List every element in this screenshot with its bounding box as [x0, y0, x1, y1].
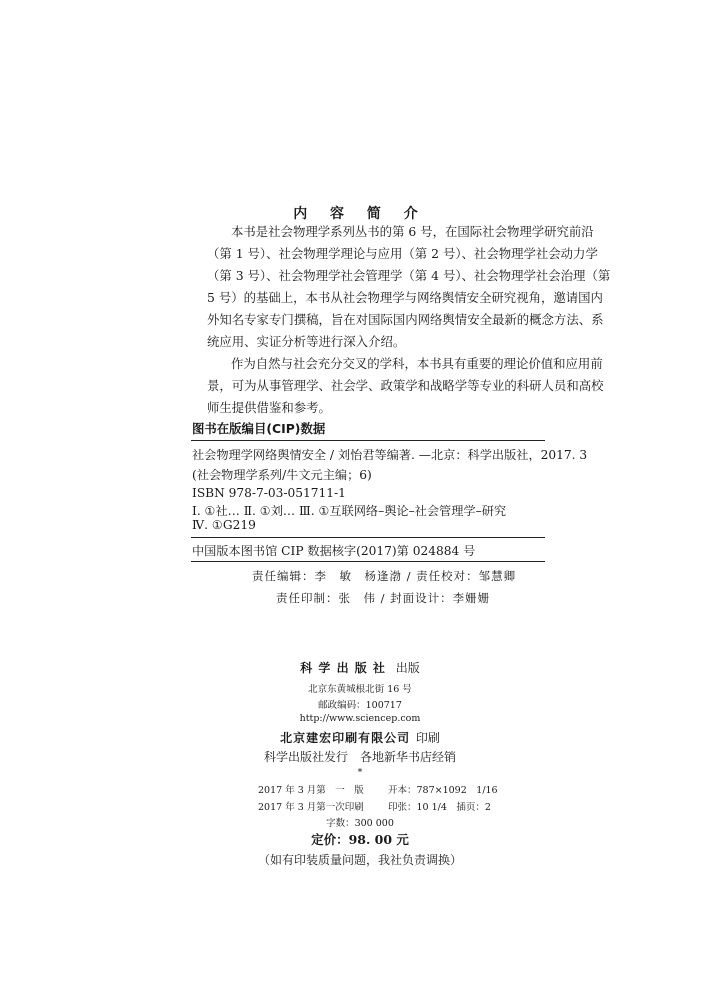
summary-paragraph-2-line: 师生提供借鉴和参考。	[207, 400, 331, 415]
publisher-line	[0, 659, 720, 676]
cip-data-number: 中国版本图书馆 CIP 数据核字(2017)第 024884 号	[192, 544, 476, 558]
quality-notice: （如有印装质量问题，我社负责调换）	[257, 853, 462, 867]
summary-paragraph-1	[207, 221, 611, 353]
summary-paragraph-2-line: 景，可为从事管理学、社会学、政策学和战略学等专业的科研人员和高校	[207, 378, 604, 393]
summary-paragraph-1-line: （第 3 号）、社会物理学社会管理学（第 4 号）、社会物理学社会治理（第	[207, 268, 611, 283]
publisher-postcode: 邮政编码：100717	[318, 700, 402, 711]
summary-paragraph-1-line: 统应用、实证分析等进行深入介绍。	[207, 334, 406, 349]
sheets-line: 印张：10 1/4 插页：2	[388, 802, 491, 813]
cip-bottom-rule	[191, 561, 545, 562]
summary-paragraph-2	[207, 353, 604, 419]
format-line: 开本：787×1092 1/16	[388, 785, 498, 796]
printing-line: 2017 年 3 月第一次印刷	[258, 802, 364, 813]
publisher-name: 科 学 出 版 社	[300, 661, 386, 675]
summary-paragraph-2-line: 作为自然与社会充分交叉的学科，本书具有重要的理论价值和应用前	[231, 356, 603, 371]
summary-title: 内 容 简 介	[293, 206, 427, 222]
word-count: 字数：300 000	[326, 818, 394, 829]
summary-paragraph-1-line: 5 号）的基础上，本书从社会物理学与网络舆情安全研究视角，邀请国内	[207, 290, 603, 305]
publisher-address: 北京东黄城根北街 16 号	[308, 684, 412, 695]
distribution-line: 科学出版社发行 各地新华书店经销	[263, 750, 456, 764]
production-credits: 责任印制：张 伟 / 封面设计：李姗姗	[276, 591, 491, 605]
printer-line	[0, 729, 720, 746]
edition-line: 2017 年 3 月第 一 版	[258, 785, 364, 796]
cip-classification-line-2: Ⅳ. ①G219	[192, 518, 256, 532]
cip-classification-line: Ⅰ. ①社… Ⅱ. ①刘… Ⅲ. ①互联网络–舆论–社会管理学–研究	[192, 504, 507, 518]
publisher-suffix: 出版	[395, 661, 420, 675]
editor-credits: 责任编辑：李 敏 杨逢渤 / 责任校对：邹慧卿	[252, 569, 517, 583]
separator-symbol: *	[357, 767, 363, 778]
price: 定价：98. 00 元	[311, 832, 409, 847]
cip-isbn-line: ISBN 978-7-03-051711-1	[192, 486, 346, 500]
printer-suffix: 印刷	[415, 731, 440, 745]
cip-heading: 图书在版编目(CIP)数据	[192, 421, 326, 436]
cip-series-line: (社会物理学系列/牛文元主编；6)	[192, 468, 372, 482]
publisher-url: http://www.sciencep.com	[299, 713, 421, 724]
summary-paragraph-1-line: 外知名专家专门撰稿，旨在对国际国内网络舆情安全最新的概念方法、系	[207, 312, 604, 327]
cip-top-rule	[191, 440, 545, 441]
summary-paragraph-1-line: 本书是社会物理学系列丛书的第 6 号，在国际社会物理学研究前沿	[231, 224, 594, 239]
cip-middle-rule	[191, 537, 545, 538]
cip-title-line: 社会物理学网络舆情安全 / 刘怡君等编著. —北京：科学出版社，2017. 3	[192, 448, 588, 462]
summary-paragraph-1-line: （第 1 号）、社会物理学理论与应用（第 2 号）、社会物理学社会动力学	[207, 246, 598, 261]
printer-name: 北京建宏印刷有限公司	[280, 731, 411, 745]
